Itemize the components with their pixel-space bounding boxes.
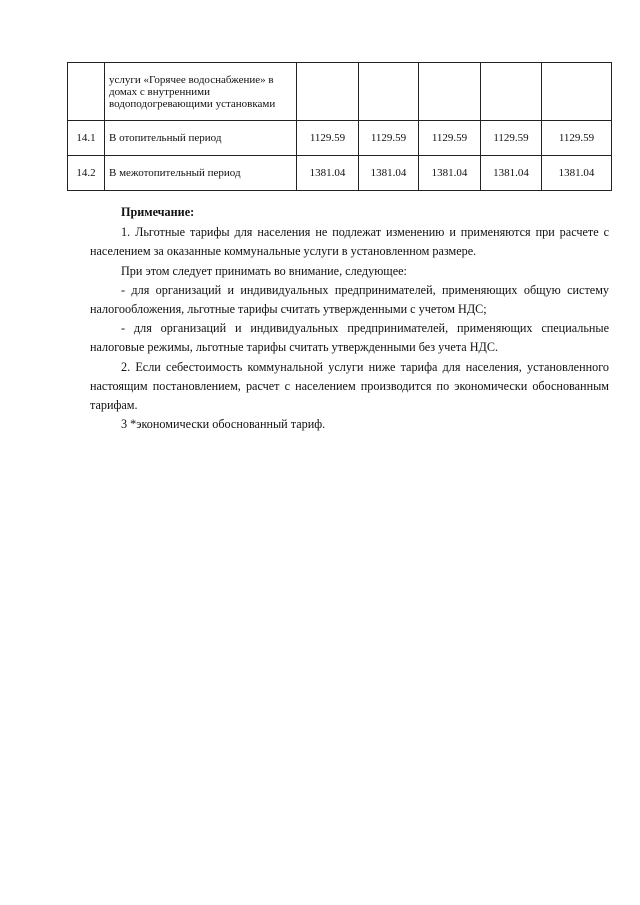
value-cell	[419, 63, 481, 121]
table-row	[68, 63, 612, 121]
notes-section	[90, 203, 609, 434]
row-number-cell: 14.1	[68, 121, 105, 156]
service-name-cell: услуги «Горячее водоснабжение» в домах с внутренними водоподогревающими установками	[105, 63, 297, 121]
tariff-value-cell: 1129.59	[297, 121, 359, 156]
notes-title: Примечание:	[121, 205, 195, 219]
period-label-cell: В отопительный период	[105, 121, 297, 156]
tariff-value-cell: 1381.04	[542, 156, 612, 191]
row-number-cell: 14.2	[68, 156, 105, 191]
note-paragraph: 1. Льготные тарифы для населения не подлежат изменению и применяются при расчете с населением за оказанные коммунальные услуги в установленном размере.	[90, 225, 609, 259]
row-number-cell	[68, 63, 105, 121]
table-row	[68, 121, 612, 156]
value-cell	[542, 63, 612, 121]
tariff-value-cell: 1129.59	[542, 121, 612, 156]
tariff-value-cell: 1129.59	[359, 121, 419, 156]
tariff-value-cell: 1381.04	[359, 156, 419, 191]
note-paragraph: 3 *экономически обоснованный тариф.	[121, 417, 326, 432]
note-paragraph: - для организаций и индивидуальных предпринимателей, применяющих общую систему налогообложения, льготные тарифы считать утвержденными с учетом НДС;	[90, 282, 609, 317]
table-row	[68, 156, 612, 191]
value-cell	[481, 63, 542, 121]
tariff-value-cell: 1129.59	[481, 121, 542, 156]
tariff-table	[67, 62, 612, 191]
period-label-cell: В межотопительный период	[105, 156, 297, 191]
note-paragraph: - для организаций и индивидуальных предпринимателей, применяющих специальные налоговые режимы, льготные тарифы считать утвержденными без учета НДС.	[90, 321, 609, 355]
tariff-value-cell: 1381.04	[481, 156, 542, 191]
value-cell	[359, 63, 419, 121]
tariff-value-cell: 1129.59	[419, 121, 481, 156]
note-paragraph: При этом следует принимать во внимание, следующее:	[121, 263, 407, 278]
value-cell	[297, 63, 359, 121]
note-paragraph: 2. Если себестоимость коммунальной услуги ниже тарифа для населения, установленного настоящим постановлением, расчет с населением производится по экономически обоснованным тарифам.	[90, 359, 609, 413]
tariff-value-cell: 1381.04	[297, 156, 359, 191]
tariff-value-cell: 1381.04	[419, 156, 481, 191]
